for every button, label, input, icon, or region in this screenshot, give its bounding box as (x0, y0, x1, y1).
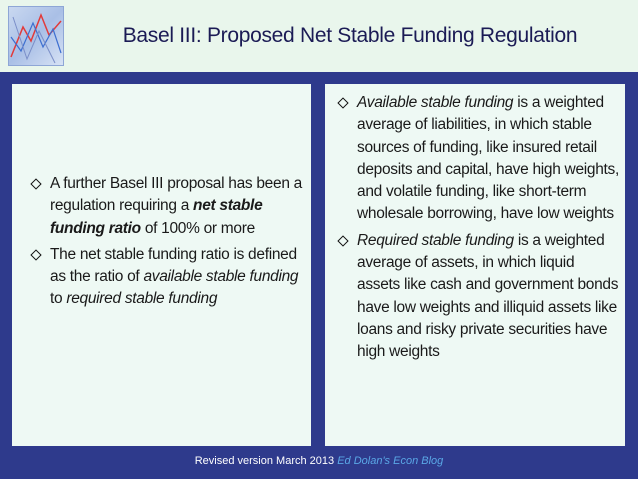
diamond-bullet-icon (337, 235, 348, 246)
bullet-text: to (50, 290, 67, 308)
slide-logo (8, 6, 64, 66)
list-item (26, 173, 308, 240)
bullet-text: is a weighted average of assets, in which liquid assets like cash and government bonds have low weights and illiquid assets like loans and risky private securities have high weights (357, 231, 619, 361)
list-item (333, 92, 621, 226)
slide-title: Basel III: Proposed Net Stable Funding Regulation (122, 24, 578, 47)
diamond-bullet-icon (30, 249, 41, 260)
bullet-emphasis: required stable funding (66, 290, 218, 308)
bullet-emphasis: available stable funding (143, 268, 299, 286)
left-panel (12, 84, 311, 446)
title-bar (0, 0, 638, 72)
list-item (26, 244, 308, 311)
list-item (333, 230, 621, 364)
bullet-emphasis: Available stable funding (357, 94, 514, 111)
bullet-text: of 100% or more (140, 219, 255, 237)
bullet-text: is a weighted average of liabilities, in which stable sources of funding, like insured retail deposits and capital, have high weights, and volatile funding, like short-term wholesale borrowing, have low weights (357, 94, 620, 223)
bullet-emphasis: net stable funding ratio (50, 197, 263, 237)
revised-note: Revised version March 2013 (194, 455, 335, 467)
blog-link[interactable]: Ed Dolan's Econ Blog (337, 455, 444, 467)
chart-logo-icon (9, 7, 63, 65)
left-bullet-list (26, 173, 308, 311)
bullet-emphasis: Required stable funding (357, 231, 514, 249)
bullet-text: A further Basel III proposal has been a regulation requiring a (50, 175, 302, 215)
diamond-bullet-icon (337, 97, 348, 108)
right-panel (325, 84, 625, 446)
diamond-bullet-icon (30, 178, 41, 189)
bullet-text: The net stable funding ratio is defined as the ratio of (50, 245, 297, 286)
slide-footer (0, 455, 638, 467)
right-bullet-list (333, 92, 621, 364)
